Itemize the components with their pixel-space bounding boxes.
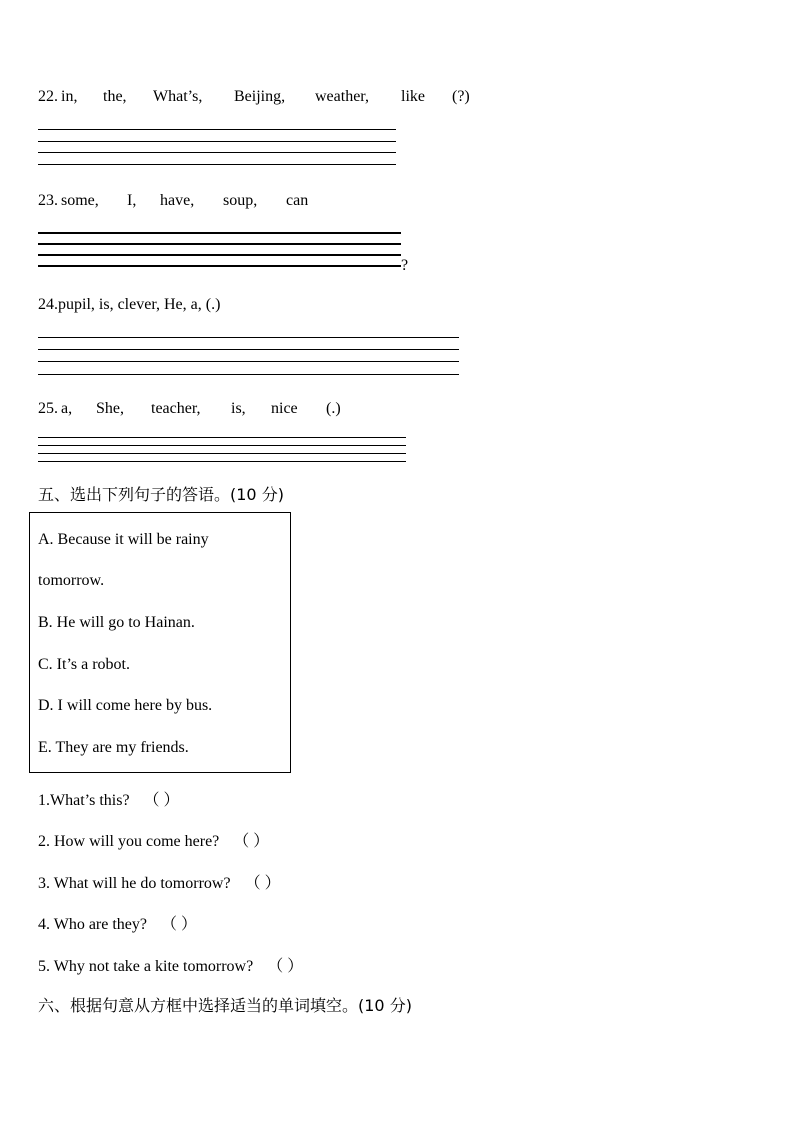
scrambled-word: nice	[271, 400, 298, 417]
option-e: E. They are my friends.	[38, 739, 189, 756]
scrambled-words: pupil, is, clever, He, a, (.)	[58, 296, 221, 313]
scrambled-word: can	[286, 192, 309, 209]
answer-blank[interactable]: （ ）	[161, 916, 198, 933]
answer-blank[interactable]: （ ）	[244, 875, 281, 892]
question-24	[38, 296, 220, 314]
question-text: 3. What will he do tomorrow?	[38, 875, 231, 892]
scrambled-word: (?)	[452, 88, 470, 105]
answer-line[interactable]	[38, 141, 396, 142]
scrambled-word: like	[401, 88, 425, 105]
answer-line[interactable]	[38, 349, 459, 350]
scrambled-word: soup,	[223, 192, 258, 209]
question-text: 5. Why not take a kite tomorrow?	[38, 958, 254, 975]
section-6-title: 六、根据句意从方框中选择适当的单词填空。(10 分)	[38, 996, 412, 1015]
question-number: 22.	[38, 88, 58, 105]
answer-line[interactable]	[38, 461, 406, 462]
scrambled-word: in,	[61, 88, 78, 105]
answer-line[interactable]	[38, 243, 401, 245]
question-text: 2. How will you come here?	[38, 833, 220, 850]
option-b: B. He will go to Hainan.	[38, 614, 195, 631]
end-mark: ?	[401, 257, 409, 274]
scrambled-word: teacher,	[151, 400, 201, 417]
scrambled-word: some,	[61, 192, 99, 209]
section-5-title: 五、选出下列句子的答语。(10 分)	[38, 485, 284, 504]
scrambled-word: weather,	[315, 88, 369, 105]
option-a: A. Because it will be rainy	[38, 531, 209, 548]
scrambled-word: (.)	[326, 400, 341, 417]
answer-line[interactable]	[38, 152, 396, 153]
scrambled-word: is,	[231, 400, 246, 417]
answer-line[interactable]	[38, 129, 396, 130]
question-row	[38, 911, 197, 934]
question-number: 25.	[38, 400, 58, 417]
question-number: 24.	[38, 296, 58, 313]
scrambled-word: Beijing,	[234, 88, 286, 105]
answer-line[interactable]	[38, 232, 401, 234]
question-row	[38, 787, 180, 810]
scrambled-word: have,	[160, 192, 195, 209]
option-d: D. I will come here by bus.	[38, 697, 213, 714]
answer-line[interactable]	[38, 361, 459, 362]
answer-blank[interactable]: （ ）	[143, 792, 180, 809]
scrambled-word: I,	[127, 192, 137, 209]
question-text: 4. Who are they?	[38, 916, 147, 933]
answer-line[interactable]	[38, 265, 401, 267]
question-number: 23.	[38, 192, 58, 209]
answer-line[interactable]	[38, 337, 459, 338]
question-row	[38, 828, 269, 851]
scrambled-word: the,	[103, 88, 127, 105]
answer-line[interactable]	[38, 445, 406, 446]
scrambled-word: a,	[61, 400, 73, 417]
option-c: C. It’s a robot.	[38, 656, 130, 673]
answer-line[interactable]	[38, 254, 401, 256]
scrambled-word: What’s,	[153, 88, 203, 105]
answer-line[interactable]	[38, 453, 406, 454]
answer-line[interactable]	[38, 374, 459, 375]
question-22	[38, 88, 498, 108]
question-row	[38, 953, 303, 976]
answer-options-box	[29, 512, 291, 773]
question-25	[38, 400, 368, 420]
answer-line[interactable]	[38, 437, 406, 438]
question-23	[38, 192, 358, 212]
option-a-continued: tomorrow.	[38, 572, 105, 589]
answer-blank[interactable]: （ ）	[233, 833, 270, 850]
answer-line[interactable]	[38, 164, 396, 165]
scrambled-word: She,	[96, 400, 124, 417]
question-row	[38, 870, 281, 893]
answer-blank[interactable]: （ ）	[267, 958, 304, 975]
question-text: 1.What’s this?	[38, 792, 130, 809]
